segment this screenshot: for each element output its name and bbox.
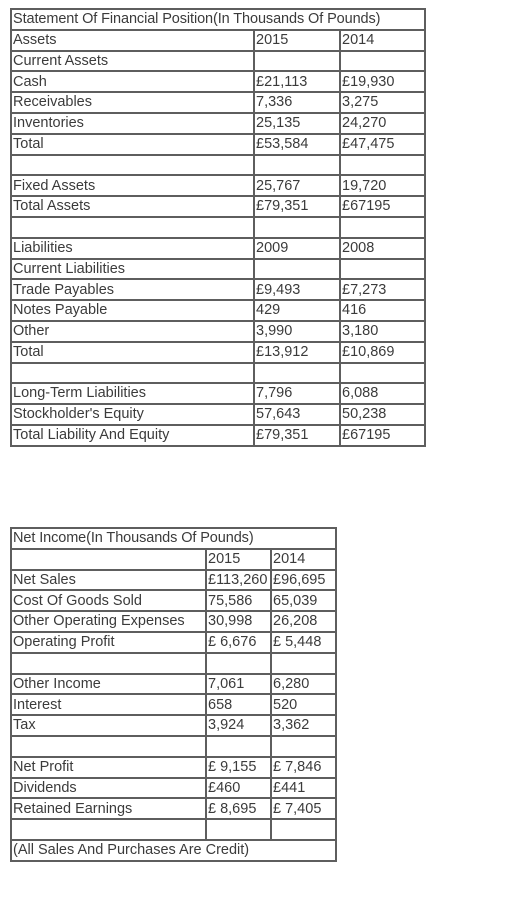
header-year-2: 2014 (340, 30, 425, 51)
row-value-year-2 (340, 217, 425, 238)
row-value-year-2: £ 7,846 (271, 757, 336, 778)
row-label: Tax (11, 715, 206, 736)
header-year-2: 2014 (271, 549, 336, 570)
row-value-year-2: 24,270 (340, 113, 425, 134)
table-row (11, 175, 425, 196)
table-footnote-row (11, 840, 336, 861)
row-value-year-2: 3,362 (271, 715, 336, 736)
table-row (11, 217, 425, 238)
table-row (11, 363, 425, 384)
row-value-year-1: £13,912 (254, 342, 340, 363)
row-value-year-2: 2008 (340, 238, 425, 259)
row-value-year-1: 3,924 (206, 715, 271, 736)
table-title-row (11, 9, 425, 30)
table-row (11, 113, 425, 134)
row-label (11, 363, 254, 384)
row-value-year-1: 30,998 (206, 611, 271, 632)
table-row (11, 259, 425, 280)
row-value-year-2: £67195 (340, 196, 425, 217)
row-label: Total (11, 342, 254, 363)
row-value-year-1: £9,493 (254, 279, 340, 300)
row-label: Total Assets (11, 196, 254, 217)
row-value-year-1: £460 (206, 778, 271, 799)
table-row (11, 134, 425, 155)
row-label: Current Assets (11, 51, 254, 72)
table-row (11, 674, 336, 695)
table-row (11, 196, 425, 217)
row-value-year-2: 416 (340, 300, 425, 321)
table-row (11, 611, 336, 632)
row-value-year-2: £441 (271, 778, 336, 799)
row-value-year-1: 7,796 (254, 383, 340, 404)
row-label: Notes Payable (11, 300, 254, 321)
table-row (11, 155, 425, 176)
row-label: Total (11, 134, 254, 155)
row-value-year-1 (206, 653, 271, 674)
row-value-year-2: 3,275 (340, 92, 425, 113)
header-year-1: 2015 (206, 549, 271, 570)
row-value-year-2 (271, 653, 336, 674)
row-label (11, 155, 254, 176)
row-label: Interest (11, 694, 206, 715)
row-value-year-1 (206, 736, 271, 757)
table-row (11, 300, 425, 321)
row-label: Other Income (11, 674, 206, 695)
row-value-year-2: £67195 (340, 425, 425, 446)
row-value-year-1: 7,336 (254, 92, 340, 113)
row-value-year-1 (206, 819, 271, 840)
row-value-year-1: £ 8,695 (206, 798, 271, 819)
header-label (11, 549, 206, 570)
table-row (11, 92, 425, 113)
row-label: Other (11, 321, 254, 342)
table-row (11, 51, 425, 72)
row-label (11, 653, 206, 674)
table-row (11, 715, 336, 736)
table-row (11, 778, 336, 799)
row-value-year-2: £10,869 (340, 342, 425, 363)
row-value-year-1 (254, 155, 340, 176)
row-value-year-1: 2009 (254, 238, 340, 259)
income-statement-title: Net Income(In Thousands Of Pounds) (11, 528, 336, 549)
row-value-year-2: 50,238 (340, 404, 425, 425)
table-row (11, 425, 425, 446)
table-row (11, 279, 425, 300)
row-label: Trade Payables (11, 279, 254, 300)
table-header-row (11, 549, 336, 570)
row-value-year-1: 429 (254, 300, 340, 321)
row-label: Cash (11, 71, 254, 92)
row-label (11, 217, 254, 238)
table-row (11, 819, 336, 840)
table-row (11, 798, 336, 819)
row-label: Stockholder's Equity (11, 404, 254, 425)
table-row (11, 632, 336, 653)
row-label (11, 819, 206, 840)
table-row (11, 653, 336, 674)
row-value-year-1 (254, 51, 340, 72)
row-value-year-1 (254, 363, 340, 384)
row-label: Net Profit (11, 757, 206, 778)
table-row (11, 238, 425, 259)
row-value-year-2: 26,208 (271, 611, 336, 632)
table-row (11, 736, 336, 757)
table-row (11, 71, 425, 92)
balance-sheet-title: Statement Of Financial Position(In Thousands Of Pounds) (11, 9, 425, 30)
row-label: Operating Profit (11, 632, 206, 653)
row-value-year-1: 658 (206, 694, 271, 715)
table-row (11, 570, 336, 591)
row-label (11, 736, 206, 757)
row-value-year-2: 520 (271, 694, 336, 715)
row-value-year-2 (340, 155, 425, 176)
row-value-year-1: £53,584 (254, 134, 340, 155)
row-label: Other Operating Expenses (11, 611, 206, 632)
row-value-year-2: £7,273 (340, 279, 425, 300)
balance-sheet-table (10, 8, 426, 447)
row-label: Total Liability And Equity (11, 425, 254, 446)
row-label: Net Sales (11, 570, 206, 591)
row-label: Current Liabilities (11, 259, 254, 280)
income-statement-table (10, 527, 337, 862)
row-value-year-1: 25,135 (254, 113, 340, 134)
table-row (11, 383, 425, 404)
table-row (11, 757, 336, 778)
row-value-year-2: 19,720 (340, 175, 425, 196)
row-label: Inventories (11, 113, 254, 134)
row-label: Liabilities (11, 238, 254, 259)
header-year-1: 2015 (254, 30, 340, 51)
row-value-year-2: £19,930 (340, 71, 425, 92)
row-label: Receivables (11, 92, 254, 113)
row-value-year-2 (340, 51, 425, 72)
row-value-year-1: 7,061 (206, 674, 271, 695)
row-value-year-1: 3,990 (254, 321, 340, 342)
income-statement-footnote: (All Sales And Purchases Are Credit) (11, 840, 336, 861)
row-value-year-2 (340, 363, 425, 384)
row-value-year-2: £ 5,448 (271, 632, 336, 653)
row-value-year-1: £ 6,676 (206, 632, 271, 653)
row-value-year-1: £ 9,155 (206, 757, 271, 778)
row-value-year-1: 75,586 (206, 590, 271, 611)
row-value-year-2: 3,180 (340, 321, 425, 342)
row-value-year-2: £47,475 (340, 134, 425, 155)
row-label: Fixed Assets (11, 175, 254, 196)
row-label: Cost Of Goods Sold (11, 590, 206, 611)
row-label: Retained Earnings (11, 798, 206, 819)
row-value-year-1: 25,767 (254, 175, 340, 196)
row-value-year-2: £ 7,405 (271, 798, 336, 819)
table-row (11, 404, 425, 425)
row-value-year-2 (271, 819, 336, 840)
row-value-year-2 (340, 259, 425, 280)
row-label: Dividends (11, 778, 206, 799)
row-value-year-1: £79,351 (254, 425, 340, 446)
table-row (11, 342, 425, 363)
table-row (11, 590, 336, 611)
row-value-year-2: 65,039 (271, 590, 336, 611)
row-value-year-1 (254, 217, 340, 238)
table-row (11, 694, 336, 715)
row-value-year-1: £21,113 (254, 71, 340, 92)
table-row (11, 321, 425, 342)
row-value-year-2 (271, 736, 336, 757)
row-value-year-2: 6,280 (271, 674, 336, 695)
table-title-row (11, 528, 336, 549)
row-value-year-2: 6,088 (340, 383, 425, 404)
header-label: Assets (11, 30, 254, 51)
row-value-year-1: £113,260 (206, 570, 271, 591)
row-value-year-2: £96,695 (271, 570, 336, 591)
table-header-row (11, 30, 425, 51)
row-value-year-1 (254, 259, 340, 280)
row-label: Long-Term Liabilities (11, 383, 254, 404)
row-value-year-1: £79,351 (254, 196, 340, 217)
row-value-year-1: 57,643 (254, 404, 340, 425)
